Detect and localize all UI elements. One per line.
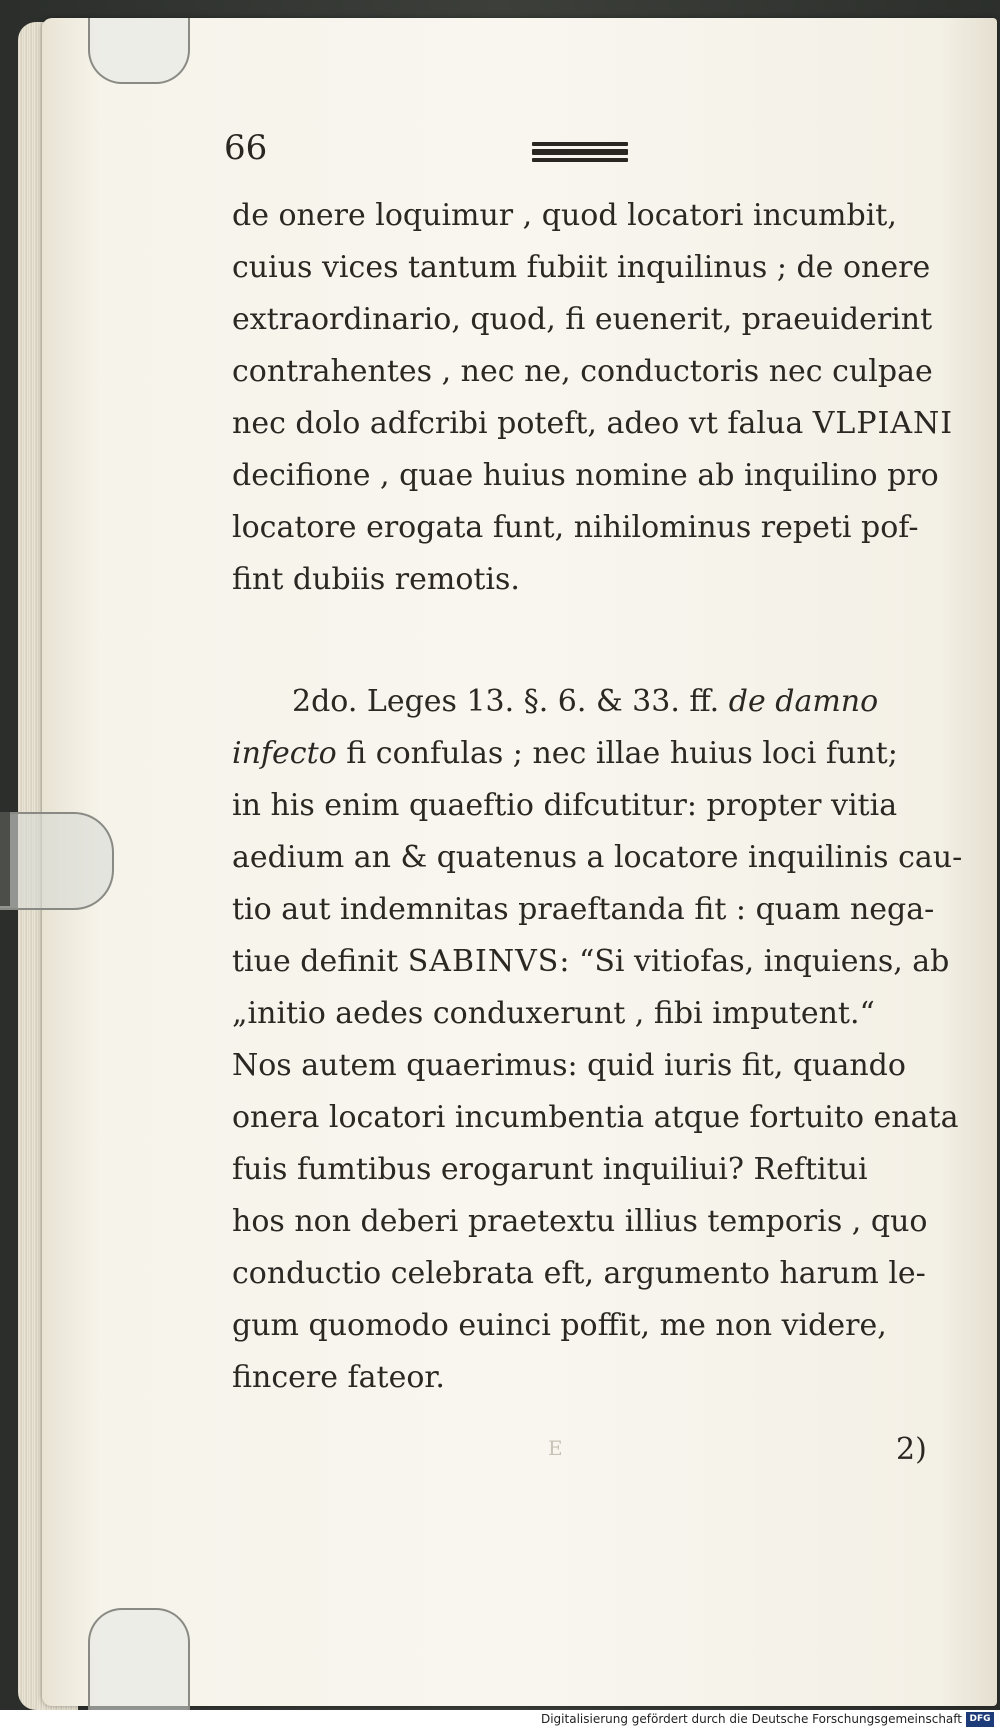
author-name: VLPIANI <box>812 406 954 441</box>
line-text: hos non deberi praetextu illius temporis , quo <box>232 1204 928 1239</box>
text-line <box>232 1040 938 1092</box>
line-text: Nos autem quaerimus: quid iuris fit, quando <box>232 1048 906 1083</box>
line-text: gum quomodo euinci poffit, me non videre, <box>232 1308 887 1343</box>
footer-credit: Digitalisierung gefördert durch die Deutsche Forschungsgemeinschaft <box>540 1712 962 1726</box>
author-name: SABINVS <box>407 944 560 979</box>
line-text-part: fi confulas ; nec illae huius loci funt; <box>336 736 898 771</box>
text-line <box>232 294 938 346</box>
signature-mark: E <box>548 1436 563 1460</box>
text-line <box>232 1352 938 1404</box>
page-number: 66 <box>224 128 268 168</box>
line-text: aedium an & quatenus a locatore inquilinis cau- <box>232 840 963 875</box>
text-line <box>232 346 938 398</box>
line-text-part: nec dolo adfcribi poteft, adeo vt falua <box>232 406 813 441</box>
paragraph-1 <box>232 190 954 606</box>
line-text: fint dubiis remotis. <box>232 562 520 597</box>
line-text: fuis fumtibus erogarunt inquiliui? Reftitui <box>232 1152 868 1187</box>
text-line <box>232 832 963 884</box>
dfg-logo: DFG <box>966 1712 994 1727</box>
text-line <box>232 780 938 832</box>
line-text: contrahentes , nec ne, conductoris nec culpae <box>232 354 933 389</box>
line-text: de onere loquimur , quod locatori incumbit, <box>232 198 897 233</box>
text-line <box>232 1092 959 1144</box>
line-text <box>292 676 878 728</box>
text-line <box>232 398 954 450</box>
text-line <box>232 190 938 242</box>
text-line <box>232 884 938 936</box>
line-text: onera locatori incumbentia atque fortuito enata <box>232 1100 959 1135</box>
line-text <box>232 398 953 450</box>
text-line <box>232 988 938 1040</box>
line-text <box>232 728 898 780</box>
line-text: in his enim quaeftio difcutitur: propter vitia <box>232 788 898 823</box>
text-line <box>232 450 938 502</box>
line-text-part: 2do. Leges 13. §. 6. & 33. ff. <box>292 684 729 719</box>
catchword: 2) <box>896 1432 927 1467</box>
side-clip <box>0 812 114 910</box>
line-text <box>232 936 949 988</box>
text-line <box>232 728 938 780</box>
page-header <box>224 128 944 178</box>
text-line <box>232 936 950 988</box>
side-clip-bar <box>0 812 10 906</box>
line-text: extraordinario, quod, fi euenerit, praeuiderint <box>232 302 933 337</box>
line-text-part: tiue definit <box>232 944 408 979</box>
line-text: fincere fateor. <box>232 1360 445 1395</box>
text-line <box>232 676 938 728</box>
paragraph-2 <box>232 676 963 1404</box>
text-line <box>232 1300 938 1352</box>
text-line <box>232 1144 938 1196</box>
bottom-clip <box>88 1608 190 1710</box>
italic-text: de damno <box>728 684 879 719</box>
top-clip <box>88 18 190 84</box>
text-line <box>232 1196 938 1248</box>
line-text: decifione , quae huius nomine ab inquilino pro <box>232 458 939 493</box>
text-line <box>232 554 938 606</box>
line-text: conductio celebrata eft, argumento harum le- <box>232 1256 926 1291</box>
line-text-part: : “Si vitiofas, inquiens, ab <box>559 944 950 979</box>
line-text: „initio aedes conduxerunt , fibi imputent.“ <box>232 996 875 1031</box>
header-ornament <box>532 142 628 162</box>
text-line <box>232 242 938 294</box>
text-line <box>232 502 938 554</box>
text-line <box>232 1248 938 1300</box>
line-text: locatore erogata funt, nihilominus repeti pof- <box>232 510 919 545</box>
line-text: cuius vices tantum fubiit inquilinus ; de onere <box>232 250 931 285</box>
line-text: tio aut indemnitas praeftanda fit : quam nega- <box>232 892 935 927</box>
italic-text: infecto <box>232 736 337 771</box>
